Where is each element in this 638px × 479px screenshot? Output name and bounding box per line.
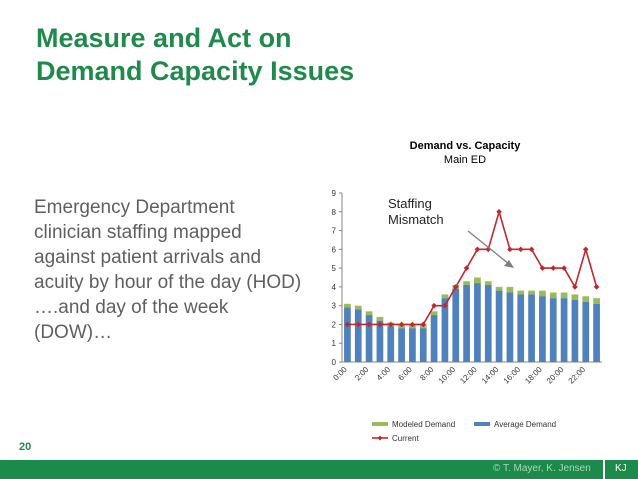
- page-number: 20: [19, 441, 32, 453]
- y-tick-label: 7: [331, 226, 336, 236]
- average-demand-bar: [561, 298, 568, 362]
- annotation-line-1: Staffing: [388, 196, 432, 211]
- y-tick-label: 0: [331, 358, 336, 367]
- footer-separator: [603, 460, 605, 479]
- average-demand-bar: [517, 294, 524, 362]
- average-demand-bar: [528, 294, 535, 362]
- y-tick-label: 2: [331, 320, 336, 330]
- modeled-demand-bar: [517, 291, 524, 295]
- modeled-demand-bar: [572, 294, 579, 300]
- y-tick-label: 1: [331, 339, 336, 349]
- x-tick-label: 6:00: [396, 365, 414, 383]
- legend-swatch: [474, 422, 490, 426]
- y-tick-label: 9: [331, 189, 336, 198]
- x-tick-label: 2:00: [353, 365, 371, 383]
- average-demand-bar: [593, 304, 600, 362]
- chart: [318, 135, 618, 455]
- average-demand-bar: [431, 315, 438, 362]
- average-demand-bar: [507, 293, 514, 362]
- modeled-demand-bar: [539, 291, 546, 297]
- average-demand-bar: [452, 289, 459, 362]
- legend: [372, 420, 556, 443]
- x-tick-label: 0:00: [331, 365, 349, 383]
- modeled-demand-bar: [474, 278, 481, 284]
- average-demand-bar: [572, 300, 579, 362]
- x-tick-label: 10:00: [436, 365, 458, 386]
- legend-label: Current: [392, 434, 419, 443]
- average-demand-bar: [539, 296, 546, 362]
- footer-initials: KJ: [615, 463, 627, 474]
- modeled-demand-bar: [344, 304, 351, 308]
- modeled-demand-bar: [485, 281, 492, 285]
- y-tick-label: 8: [331, 207, 336, 217]
- modeled-demand-bar: [507, 287, 514, 293]
- annotation-arrow: [468, 231, 509, 264]
- current-point: [518, 247, 524, 253]
- x-tick-label: 22:00: [566, 365, 588, 386]
- modeled-demand-bar: [463, 281, 470, 285]
- average-demand-bar: [387, 326, 394, 362]
- current-point: [583, 247, 589, 253]
- chart-title: Demand vs. Capacity: [409, 140, 521, 152]
- legend-label: Modeled Demand: [392, 420, 456, 429]
- average-demand-bar: [485, 285, 492, 362]
- x-tick-label: 18:00: [523, 365, 544, 386]
- modeled-demand-bar: [355, 306, 362, 310]
- average-demand-bar: [474, 283, 481, 362]
- copyright-text: © T. Mayer, K. Jensen: [493, 463, 591, 474]
- average-demand-bar: [344, 308, 351, 362]
- y-tick-label: 5: [331, 264, 336, 274]
- slide-title: [36, 22, 596, 88]
- modeled-demand-bar: [550, 293, 557, 299]
- body-text: Emergency Department clinician staffing mapped against patient arrivals and acuity by hour of the day (HOD) ….and day of the week (DOW)…: [34, 197, 302, 343]
- current-line: [347, 212, 596, 325]
- x-tick-label: 20:00: [544, 365, 566, 386]
- current-point: [594, 284, 600, 290]
- demand-capacity-chart: [318, 135, 618, 455]
- modeled-demand-bar: [366, 311, 373, 315]
- current-point: [507, 247, 513, 253]
- y-tick-label: 6: [331, 245, 336, 255]
- average-demand-bar: [496, 291, 503, 362]
- average-demand-bar: [420, 328, 427, 362]
- average-demand-bar: [355, 309, 362, 362]
- modeled-demand-bar: [528, 291, 535, 295]
- slide-title-line-1: Measure and Act on: [36, 23, 292, 53]
- average-demand-bar: [463, 285, 470, 362]
- x-tick-label: 16:00: [501, 365, 523, 386]
- legend-swatch: [372, 422, 388, 426]
- current-point: [550, 265, 556, 271]
- modeled-demand-bar: [431, 311, 438, 315]
- current-point: [496, 209, 502, 215]
- x-tick-label: 8:00: [418, 365, 436, 383]
- y-tick-label: 3: [331, 301, 336, 311]
- x-tick-label: 12:00: [458, 365, 479, 386]
- modeled-demand-bar: [442, 294, 449, 298]
- modeled-demand-bar: [496, 287, 503, 291]
- average-demand-bar: [409, 328, 416, 362]
- slide-title-line-2: Demand Capacity Issues: [36, 56, 355, 86]
- chart-subtitle: Main ED: [443, 154, 487, 166]
- legend-marker: [378, 436, 383, 441]
- modeled-demand-bar: [582, 296, 589, 302]
- y-tick-label: 4: [331, 282, 336, 292]
- average-demand-bar: [398, 328, 405, 362]
- modeled-demand-bar: [561, 293, 568, 299]
- x-tick-label: 14:00: [479, 365, 501, 386]
- x-tick-label: 4:00: [374, 365, 393, 383]
- average-demand-bar: [582, 302, 589, 362]
- average-demand-bar: [550, 298, 557, 362]
- modeled-demand-bar: [377, 317, 384, 321]
- legend-label: Average Demand: [494, 420, 557, 429]
- modeled-demand-bar: [593, 298, 600, 304]
- plot-area: [331, 189, 602, 386]
- annotation-line-2: Mismatch: [388, 212, 444, 227]
